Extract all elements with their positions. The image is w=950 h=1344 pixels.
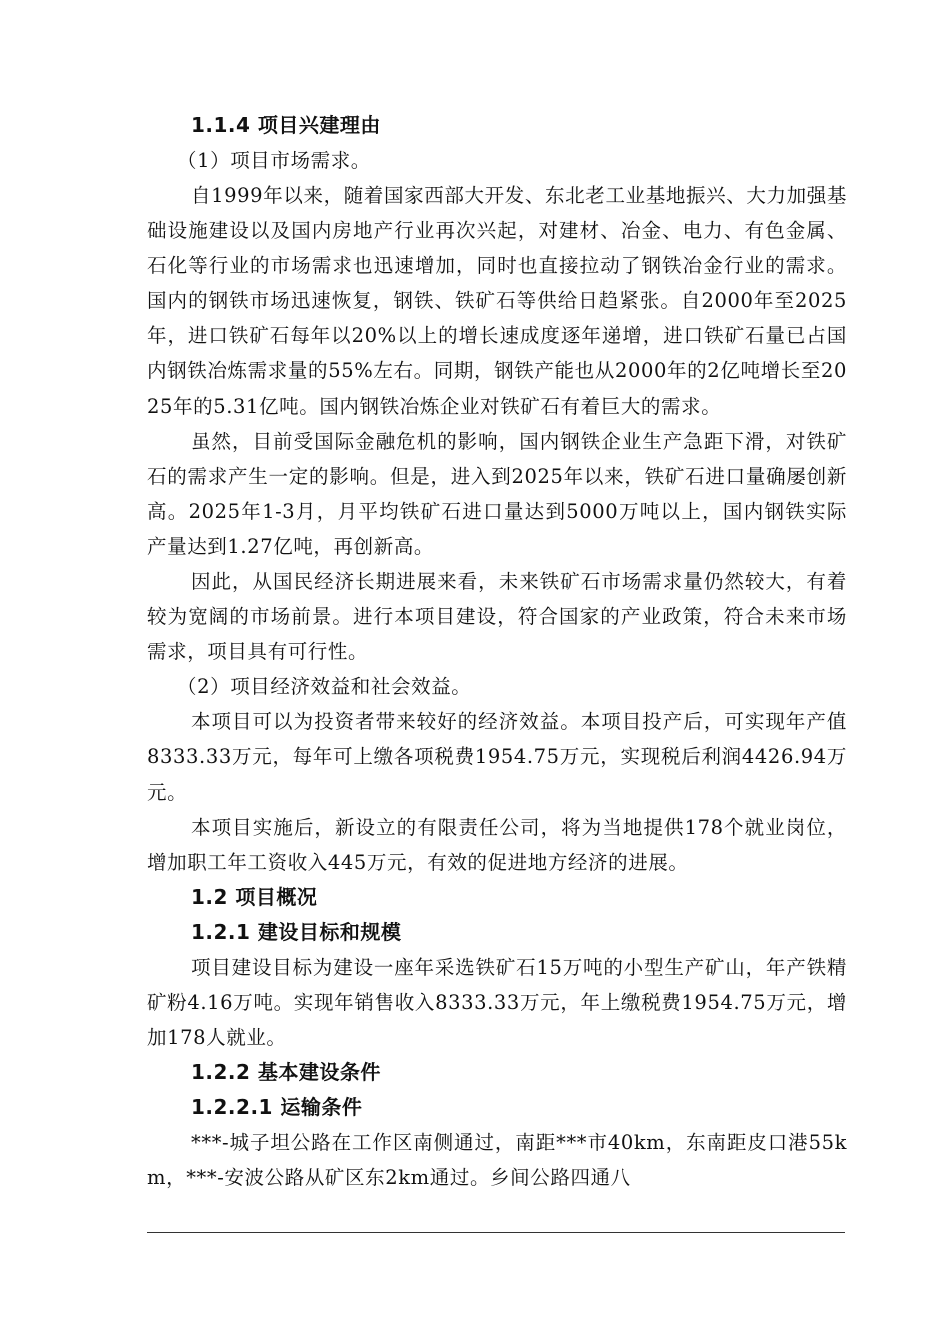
paragraph-economic-benefits: 本项目可以为投资者带来较好的经济效益。本项目投产后，可实现年产值8333.33万元，每年可上缴各项税费1954.75万元，实现税后利润4426.94万元。: [147, 710, 847, 804]
subheading-economic-benefits: （2）项目经济效益和社会效益。: [177, 675, 472, 699]
paragraph-market-background: 自1999年以来，随着国家西部大开发、东北老工业基地振兴、大力加强基础设施建设以及国内房地产行业再次兴起，对建材、冶金、电力、有色金属、石化等行业的市场需求也迅速增加，同时也直接拉动了钢铁冶金行业的需求。国内的钢铁市场迅速恢复，钢铁、铁矿石等供给日趋紧张。自2000年至2025年，进口铁矿石每年以20%以上的增长速成度逐年递增，进口铁矿石量已占国内钢铁冶炼需求量的55%左右。同期，钢铁产能也从2000年的2亿吨增长至2025年的5.31亿吨。国内钢铁冶炼企业对铁矿石有着巨大的需求。: [147, 184, 847, 418]
section-heading-1-2-1: 1.2.1 建设目标和规模: [191, 919, 402, 944]
paragraph-transport-conditions: ***-城子坦公路在工作区南侧通过，南距***市40km，东南距皮口港55km，***-安波公路从矿区东2km通过。乡间公路四通八: [147, 1131, 847, 1190]
paragraph-social-benefits: 本项目实施后，新设立的有限责任公司，将为当地提供178个就业岗位，增加职工年工资收入445万元，有效的促进地方经济的进展。: [147, 815, 847, 874]
paragraph-construction-goals: 项目建设目标为建设一座年采选铁矿石15万吨的小型生产矿山，年产铁精矿粉4.16万吨。实现年销售收入8333.33万元，年上缴税费1954.75万元，增加178人就业。: [147, 955, 847, 1049]
subheading-market-demand: （1）项目市场需求。: [177, 149, 371, 172]
paragraph-financial-crisis: 虽然，目前受国际金融危机的影响，国内钢铁企业生产急距下滑，对铁矿石的需求产生一定的影响。但是，进入到2025年以来，铁矿石进口量确屡创新高。2025年1-3月，月平均铁矿石进口量达到5000万吨以上，国内钢铁实际产量达到1.27亿吨，再创新高。: [147, 429, 847, 558]
section-heading-1-2-2: 1.2.2 基本建设条件: [191, 1060, 381, 1085]
section-heading-1-1-4: 1.1.4 项目兴建理由: [191, 113, 381, 137]
section-heading-1-2: 1.2 项目概况: [191, 884, 318, 909]
paragraph-market-outlook: 因此，从国民经济长期进展来看，未来铁矿石市场需求量仍然较大，有着较为宽阔的市场前景。进行本项目建设，符合国家的产业政策，符合未来市场需求，项目具有可行性。: [147, 570, 847, 664]
document-body: [147, 108, 847, 1195]
footer-divider: [147, 1232, 845, 1233]
section-heading-1-2-2-1: 1.2.2.1 运输条件: [191, 1095, 363, 1120]
